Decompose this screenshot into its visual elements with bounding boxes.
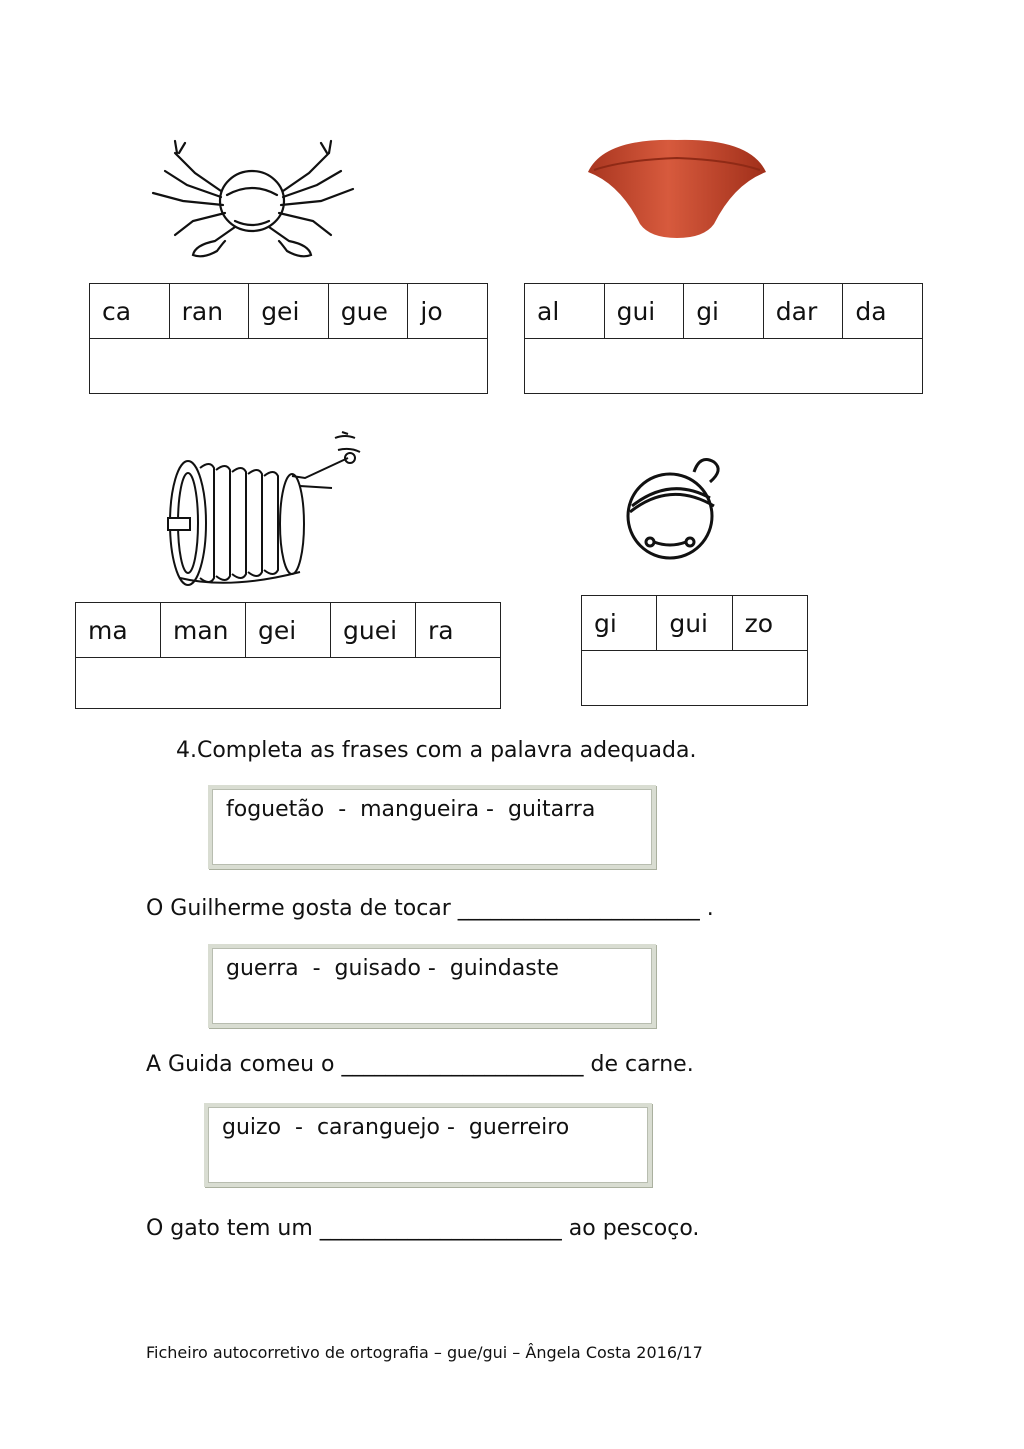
clay-bowl-icon: [584, 138, 770, 240]
word-bank-text: guizo - caranguejo - guerreiro: [222, 1115, 570, 1140]
syllable-table-crab: [89, 283, 488, 394]
syllable-cell: jo: [408, 284, 488, 339]
syllable-cell: gui: [604, 284, 684, 339]
syllable-cell: gi: [684, 284, 764, 339]
syllable-cell: gui: [657, 596, 732, 651]
sentence: A Guida comeu o ______________________ de carne.: [146, 1052, 694, 1077]
sentence: O gato tem um ______________________ ao pescoço.: [146, 1216, 700, 1241]
syllable-cell: dar: [763, 284, 843, 339]
sentence: O Guilherme gosta de tocar ______________________ .: [146, 896, 714, 921]
syllable-cell: zo: [732, 596, 807, 651]
syllable-table-bell: [581, 595, 808, 706]
syllable-cell: ma: [76, 603, 161, 658]
syllable-table-hose: [75, 602, 501, 709]
syllable-cell: ra: [416, 603, 501, 658]
syllable-cell: al: [525, 284, 605, 339]
word-bank-text: foguetão - mangueira - guitarra: [226, 797, 596, 822]
footer-text: Ficheiro autocorretivo de ortografia – gue/gui – Ângela Costa 2016/17: [146, 1343, 703, 1362]
jingle-bell-icon: [624, 450, 724, 560]
syllable-cell: da: [843, 284, 923, 339]
syllable-cell: gi: [582, 596, 657, 651]
syllable-cell: ran: [169, 284, 249, 339]
word-bank: [204, 1103, 652, 1187]
syllable-cell: gei: [246, 603, 331, 658]
answer-field[interactable]: [76, 658, 501, 709]
instruction-text: 4.Completa as frases com a palavra adequada.: [176, 738, 697, 763]
answer-field[interactable]: [525, 339, 923, 394]
syllable-cell: gue: [328, 284, 408, 339]
syllable-cell: man: [161, 603, 246, 658]
syllable-table-bowl: [524, 283, 923, 394]
syllable-cell: gei: [249, 284, 329, 339]
word-bank: [208, 944, 656, 1028]
answer-field[interactable]: [582, 651, 808, 706]
syllable-cell: ca: [90, 284, 170, 339]
word-bank: [208, 785, 656, 869]
syllable-cell: guei: [331, 603, 416, 658]
hose-reel-icon: [160, 428, 385, 590]
crab-icon: [145, 133, 360, 268]
answer-field[interactable]: [90, 339, 488, 394]
word-bank-text: guerra - guisado - guindaste: [226, 956, 559, 981]
